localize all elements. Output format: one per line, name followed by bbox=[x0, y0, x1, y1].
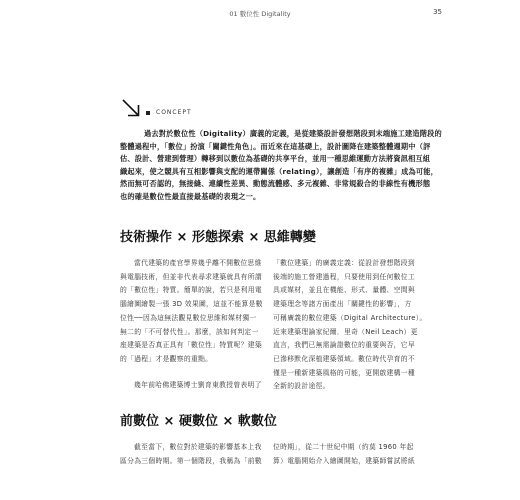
intro-line: 也的確是數位性最直接最基礎的表現之一。 bbox=[120, 191, 261, 201]
intro-paragraph bbox=[120, 128, 442, 203]
section1-right-column bbox=[273, 257, 427, 394]
body-line: 無二的「不可替代性」。那麼，該如何判定一 bbox=[120, 327, 259, 336]
body-line: 近來建築理論家紀爾．里奇（Neil Leach）更 bbox=[273, 327, 418, 336]
intro-line: 估、設計、營建到營理）轉移到以數位為基礎的共享平台，並用一種思維運動方法將資訊相互組 bbox=[120, 154, 431, 163]
paragraph bbox=[120, 379, 265, 393]
body-line: 「數位建築」的廣義定義：從設計發想階段到 bbox=[273, 259, 415, 267]
body-line: 具或媒材，並且在機能、形式、量體、空間與 bbox=[273, 286, 415, 295]
page-number: 35 bbox=[433, 8, 442, 16]
section-heading: 前數位 × 硬數位 × 軟數位 bbox=[120, 414, 277, 429]
intro-line: 然而無可否認的，無接縫、連續性差異、動態流體感、多元複雜、非常規殺合的非線性有機形態 bbox=[120, 179, 431, 188]
concept-label bbox=[146, 109, 192, 116]
body-line: 後端的施工營建過程，只要使用到任何數位工 bbox=[273, 272, 415, 281]
body-line: 腦繪圖繪製一張 3D 效果圖，這並不能算是數 bbox=[120, 300, 263, 309]
section-heading: 技術操作 × 形態探索 × 思維轉變 bbox=[120, 230, 316, 245]
body-line: 僅是一種新建築風格的可能，更開啟建構一種 bbox=[273, 368, 415, 377]
body-line: 建築理念等諸方面產出「關鍵性的影響」，方 bbox=[273, 300, 412, 309]
intro-line: 織起來，使之競具有互相影響與支配的運帶關係（relating），讓創造「有序的複雜」成為可能， bbox=[120, 166, 439, 176]
body-line: 位時期」，從二十世紀中期（約莫 1960 年起 bbox=[273, 443, 414, 451]
body-line: 與電腦技術，但並非代表尋求建築就具有所謂 bbox=[120, 272, 262, 281]
body-line: 全新的設計途徑。 bbox=[273, 382, 330, 391]
section1-left-column bbox=[120, 257, 265, 392]
concept-label-text: CONCEPT bbox=[156, 109, 192, 116]
section2-right-column bbox=[273, 441, 418, 468]
body-line: 已滲移默化深植建築領域。數位時代孕育的不 bbox=[273, 354, 415, 363]
body-line: 算）電腦開始介入繪圖開始，建築師嘗試將紙 bbox=[273, 456, 415, 465]
body-line: 可稱廣義的數位建築（Digital Architecture）。 bbox=[273, 313, 427, 322]
body-line: 的「數位性」特質。簡單的說，若只是利用電 bbox=[120, 286, 262, 295]
body-line: 直言，我們已無需論證數位的重要與否，它早 bbox=[273, 341, 415, 350]
body-line: 座建築是否真正具有「數位性」特質呢？建築 bbox=[120, 341, 262, 350]
intro-line: 整體過程中，「數位」扮演「關鍵性角色」。而近來在這基礎上，設計圖降在建築整體週期中（評 bbox=[120, 141, 431, 151]
body-line: 區分為三個時期。第一個階段，我稱為「前數 bbox=[120, 456, 262, 465]
intro-line: 過去對於數位性（Digitality）廣義的定義，是從建築設計發想階段到末端施工建造階段的 bbox=[144, 129, 442, 138]
section2-left-column bbox=[120, 441, 265, 468]
body-line: 截至當下，數位對於建築的影響基本上我 bbox=[134, 443, 262, 451]
body-line: 幾年前哈佛建築博士劉育東教授曾表明了 bbox=[134, 380, 262, 389]
body-line: 位性──因為這無法觀見數位思維和媒材獨一 bbox=[120, 313, 257, 322]
running-header: 01 數位性 Digitality bbox=[229, 10, 291, 18]
square-bullet-icon bbox=[146, 111, 150, 115]
arrow-down-right-icon bbox=[120, 97, 144, 121]
body-line: 當代建築的產官學界幾乎離不開數位思維 bbox=[134, 259, 262, 267]
body-line: 的「過程」才是觀察的重點。 bbox=[120, 354, 213, 363]
